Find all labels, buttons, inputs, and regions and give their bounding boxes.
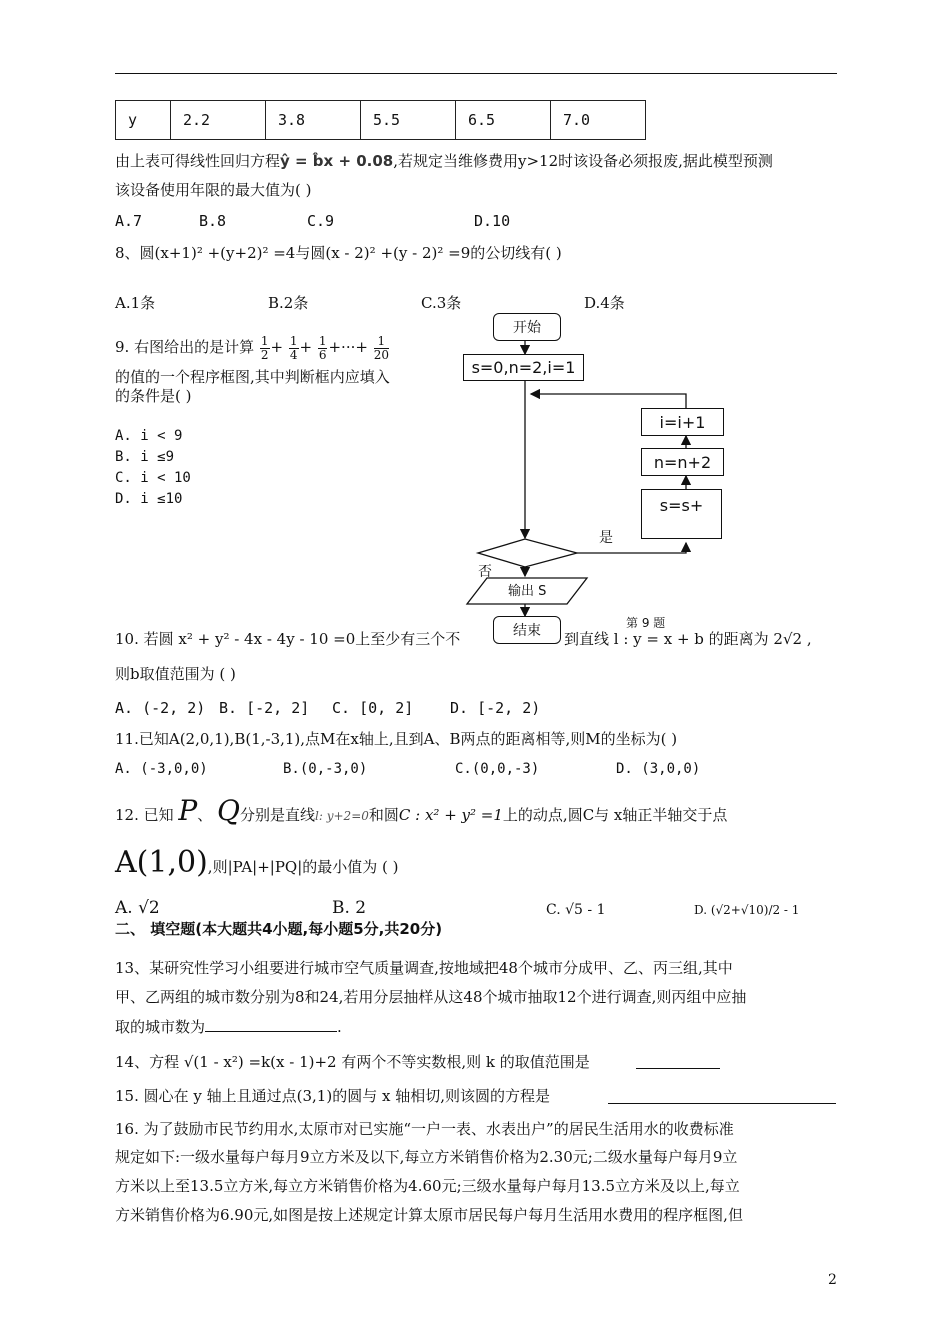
q10-option-a: A. (-2, 2) — [115, 699, 206, 717]
flow-start: 开始 — [493, 313, 561, 341]
fraction-denominator: 6 — [318, 347, 327, 362]
q10-option-b: B. [-2, 2] — [219, 699, 310, 717]
q8-question: 8、圆(x+1)² +(y+2)² =4与圆(x - 2)² +(y - 2)² =9的公切线有( ) — [115, 244, 562, 262]
q13-line-3 — [115, 1015, 342, 1037]
q12-point-a: A(1,0) — [115, 845, 208, 880]
q12-line-eq: l: y+2=0 — [315, 809, 369, 823]
flow-inc-i: i=i+1 — [641, 408, 724, 436]
q7-equation: ŷ = b̂x + 0.08 — [280, 152, 394, 170]
q16-line-1: 16. 为了鼓励市民节约用水,太原市对已实施“一户一表、水表出户”的居民生活用水的收费标准 — [115, 1120, 734, 1138]
q8-option-b: B.2条 — [268, 294, 309, 312]
fraction-numerator: 1 — [289, 333, 298, 348]
table-cell: 3.8 — [266, 101, 361, 140]
fraction-denominator: 4 — [289, 347, 298, 362]
q14-text: 14、方程 √(1 - x²) =k(x - 1)+2 有两个不等实数根,则 k 的取值范围是 — [115, 1053, 590, 1071]
q7-text-post: ,若规定当维修费用y>12时该设备必须报废,据此模型预测 — [393, 152, 773, 170]
q11-option-d: D. (3,0,0) — [616, 761, 701, 777]
q12-text-e: ,则|PA|+|PQ|的最小值为 ( ) — [207, 858, 399, 876]
q13-text: 取的城市数为 — [115, 1018, 206, 1036]
q9-line-1: 9. 右图给出的是计算 $\frac{1}{2}$ + $\frac{1}{4}$ + $\frac{1}{6}$ +···+ $\frac{1}{20}$ — [115, 333, 389, 362]
q10-line-1 — [115, 629, 460, 649]
q9-option-a: A. i < 9 — [115, 428, 183, 444]
q16-line-3: 方米以上至13.5立方米,每立方米销售价格为4.60元;三级水量每户每月13.5立方米及以上,每立 — [115, 1177, 740, 1195]
q16-line-4: 方米销售价格为6.90元,如图是按上述规定计算太原市居民每户每月生活用水费用的程序框图,但 — [115, 1206, 743, 1224]
q12-circle-eq: C : x² + y² =1 — [398, 806, 503, 824]
flow-caption: 第 9 题 — [626, 616, 666, 630]
q7-option-a: A.7 — [115, 212, 143, 230]
q13-line-1: 13、某研究性学习小组要进行城市空气质量调查,按地域把48个城市分成甲、乙、丙三组,其中 — [115, 959, 733, 977]
q12-option-d: D. (√2+√10)/2 - 1 — [694, 903, 800, 917]
table-cell: 6.5 — [456, 101, 551, 140]
q12-text: 12. 已知 — [115, 806, 174, 824]
q12-text-d: 上的动点,圆C与 x轴正半轴交于点 — [502, 806, 728, 824]
q12-option-b: B. 2 — [332, 898, 367, 918]
flow-output: 输出 S — [508, 584, 547, 599]
q10-option-d: D. [-2, 2) — [450, 699, 541, 717]
fraction-numerator: 1 — [318, 333, 327, 348]
q8-option-a: A.1条 — [115, 294, 156, 312]
q7-option-c: C.9 — [307, 212, 335, 230]
q7-option-d: D.10 — [474, 212, 511, 230]
q15-line — [115, 1086, 550, 1106]
flow-no-label: 否 — [478, 564, 492, 580]
flow-end: 结束 — [493, 616, 561, 644]
page-number: 2 — [828, 1272, 837, 1288]
q11-option-c: C.(0,0,-3) — [455, 761, 540, 777]
q13-line-2: 甲、乙两组的城市数分别为8和24,若用分层抽样从这48个城市抽取12个进行调查,则丙组中应抽 — [115, 988, 747, 1006]
q14-line — [115, 1052, 590, 1072]
table-cell: 2.2 — [171, 101, 266, 140]
flow-inc-n: n=n+2 — [641, 448, 724, 476]
q12-point-q: Q — [217, 794, 241, 827]
q9-line-3: 的条件是( ) — [115, 387, 192, 405]
fraction-denominator: 2 — [260, 347, 269, 362]
q11-option-a: A. (-3,0,0) — [115, 761, 208, 777]
q11-option-b: B.(0,-3,0) — [283, 761, 368, 777]
q12-text-b: 分别是直线 — [240, 806, 316, 824]
q15-text: 15. 圆心在 y 轴上且通过点(3,1)的圆与 x 轴相切,则该圆的方程是 — [115, 1087, 550, 1105]
q7-option-b: B.8 — [199, 212, 227, 230]
q7-line-2: 该设备使用年限的最大值为( ) — [115, 181, 312, 199]
table-cell: 5.5 — [361, 101, 456, 140]
q9-option-b: B. i ≤9 — [115, 449, 175, 465]
q10-line-2: 则b取值范围为 ( ) — [115, 665, 236, 683]
flow-init: s=0,n=2,i=1 — [463, 354, 584, 381]
q15-answer-blank[interactable] — [608, 1087, 836, 1104]
q12-separator: 、 — [197, 806, 213, 824]
q7-text: 由上表可得线性回归方程 — [115, 152, 281, 170]
q9-option-c: C. i < 10 — [115, 470, 191, 486]
q12-point-p: P — [178, 794, 198, 827]
q12-line-1 — [115, 796, 727, 831]
q9-option-d: D. i ≤10 — [115, 491, 183, 507]
q16-line-2: 规定如下:一级水量每户每月9立方米及以下,每立方米销售价格为2.30元;二级水量每户每月9立 — [115, 1148, 738, 1166]
q12-option-c: C. √5 - 1 — [546, 902, 606, 918]
q9-line-2: 的值的一个程序框图,其中判断框内应填入 — [115, 368, 390, 386]
q8-option-c: C.3条 — [421, 294, 462, 312]
q12-text-c: 和圆 — [368, 806, 399, 824]
section-2-heading: 二、 填空题(本大题共4小题,每小题5分,共20分) — [115, 920, 443, 938]
q10-text: 10. 若圆 x² + y² - 4x - 4y - 10 =0上至少有三个不 — [115, 630, 461, 648]
table-row-label: y — [116, 101, 171, 140]
q11-question: 11.已知A(2,0,1),B(1,-3,1),点M在x轴上,且到A、B两点的距离相等,则M的坐标为( ) — [115, 730, 678, 748]
fraction-numerator: 1 — [260, 333, 269, 348]
q12-option-a: A. √2 — [115, 898, 160, 918]
q8-option-d: D.4条 — [584, 294, 625, 312]
q10-line-1-tail: 到直线 l : y = x + b 的距离为 2√2 , — [564, 630, 812, 648]
flow-sum: s=s+ — [641, 489, 722, 539]
q10-option-c: C. [0, 2] — [332, 699, 414, 717]
q14-answer-blank[interactable] — [636, 1052, 720, 1069]
q12-line-2 — [115, 843, 399, 887]
fraction-denominator: 20 — [373, 347, 389, 362]
q9-text: 9. 右图给出的是计算 — [115, 338, 255, 356]
q13-period: . — [337, 1018, 342, 1036]
flow-yes-label: 是 — [599, 530, 613, 546]
table-cell: 7.0 — [551, 101, 646, 140]
q13-answer-blank[interactable] — [205, 1015, 337, 1032]
fraction-numerator: 1 — [374, 335, 389, 349]
